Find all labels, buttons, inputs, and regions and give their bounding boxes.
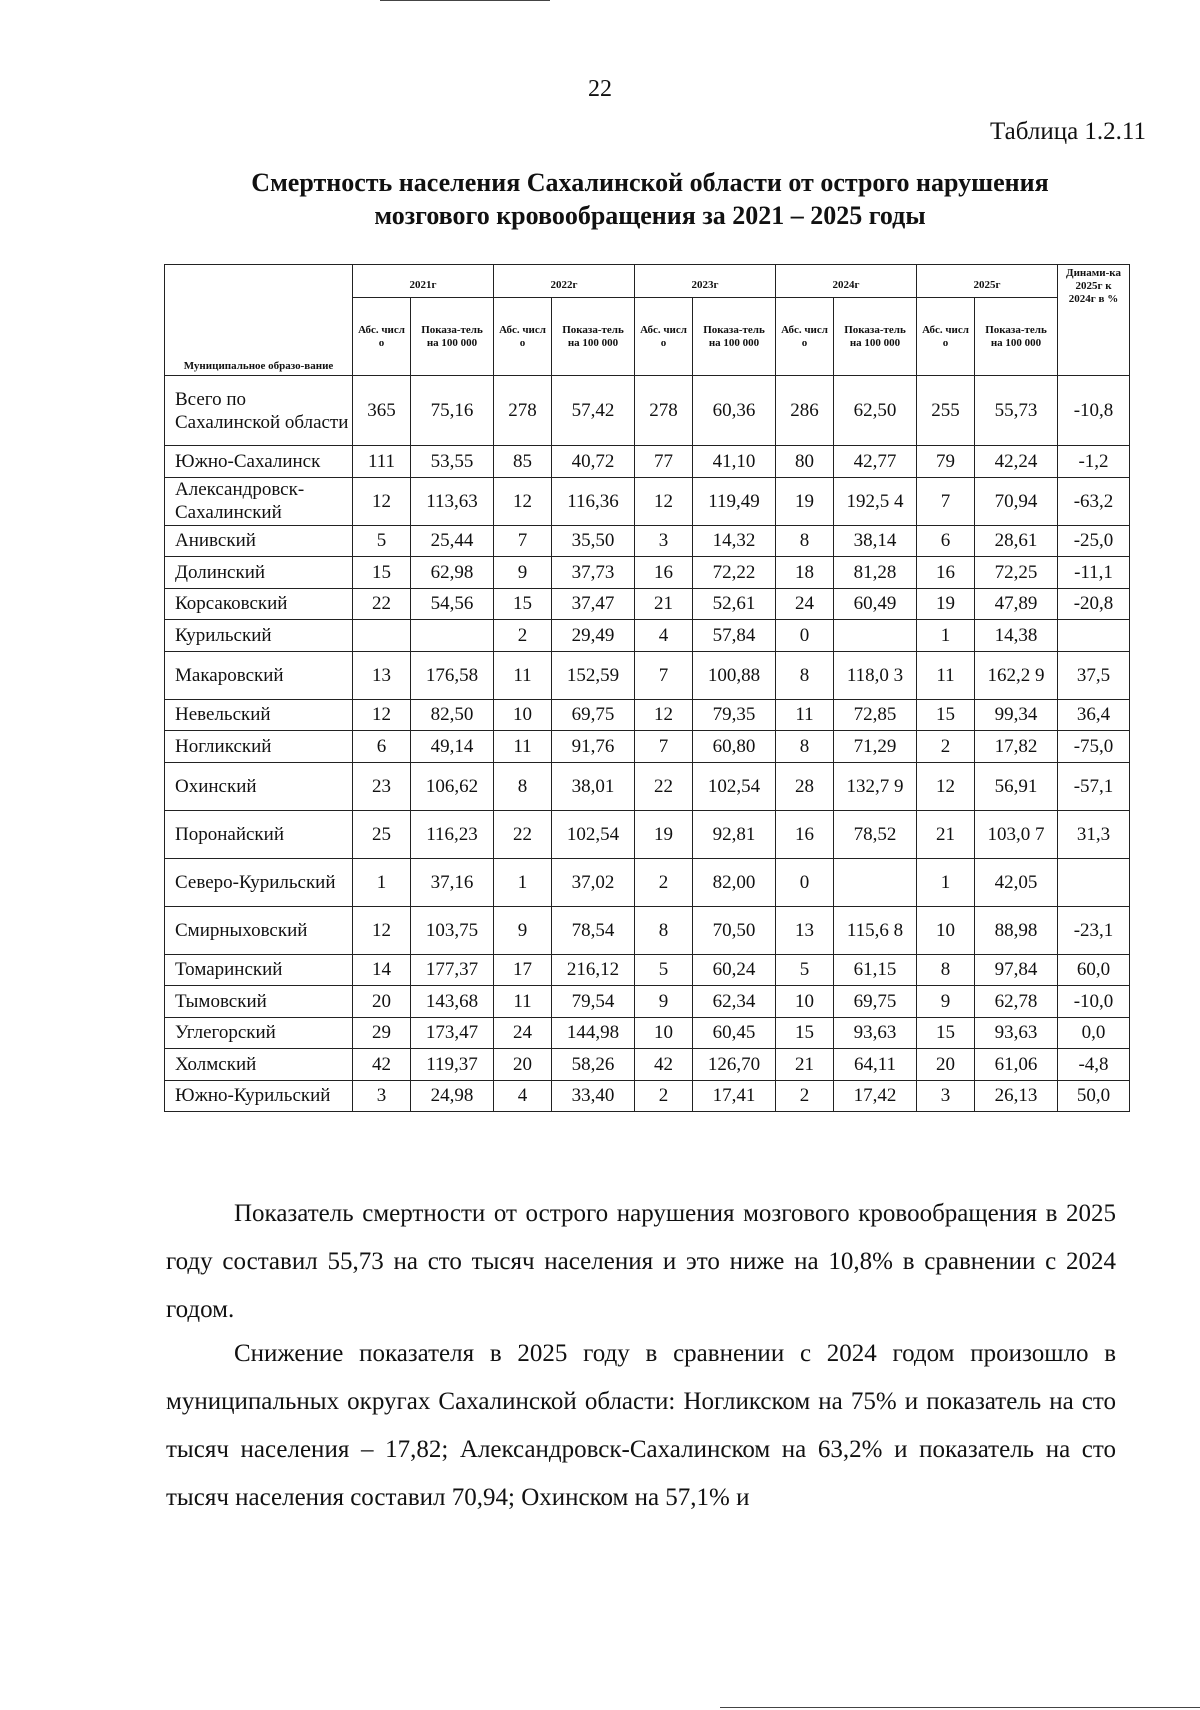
abs-value-cell: 0 <box>776 858 834 906</box>
rate-value-cell: 60,24 <box>693 954 776 986</box>
rate-value-cell: 216,12 <box>552 954 635 986</box>
rate-value-cell: 57,84 <box>693 620 776 652</box>
rate-value-cell: 26,13 <box>975 1080 1058 1112</box>
rate-value-cell: 62,78 <box>975 986 1058 1018</box>
abs-value-cell: 12 <box>635 699 693 731</box>
abs-value-cell: 15 <box>494 588 552 620</box>
dynamics-cell: 60,0 <box>1058 954 1130 986</box>
rate-value-cell: 72,85 <box>834 699 917 731</box>
abs-value-cell: 8 <box>776 731 834 763</box>
municipality-name-cell: Южно-Сахалинск <box>165 446 353 478</box>
dynamics-cell: 36,4 <box>1058 699 1130 731</box>
abs-value-cell: 2 <box>776 1080 834 1112</box>
abs-value-cell: 7 <box>635 731 693 763</box>
rate-value-cell: 79,54 <box>552 986 635 1018</box>
rate-value-cell: 29,49 <box>552 620 635 652</box>
municipality-name-cell: Углегорский <box>165 1017 353 1049</box>
rate-value-cell: 116,36 <box>552 477 635 525</box>
dynamics-cell: 0,0 <box>1058 1017 1130 1049</box>
paragraph-decrease: Снижение показателя в 2025 году в сравнении с 2024 годом произошло в муниципальных округах Сахалинской области: Ногликском на 75% и показатель на сто тысяч населения – 17,82; Александровск-Сахалинском на 63,2% и показатель на сто тысяч населения составил 70,94; Охинском на 57,1% и <box>166 1340 1116 1511</box>
table-row <box>165 954 1130 986</box>
table-row <box>165 620 1130 652</box>
rate-value-cell: 93,63 <box>834 1017 917 1049</box>
rate-value-cell: 61,15 <box>834 954 917 986</box>
abs-value-cell: 3 <box>353 1080 411 1112</box>
rate-value-cell: 64,11 <box>834 1049 917 1081</box>
header-year-2021: 2021г <box>353 265 494 298</box>
abs-value-cell: 13 <box>353 651 411 699</box>
abs-value-cell: 25 <box>353 810 411 858</box>
rate-value-cell: 99,34 <box>975 699 1058 731</box>
abs-value-cell: 14 <box>353 954 411 986</box>
abs-value-cell: 8 <box>494 762 552 810</box>
rate-value-cell: 38,01 <box>552 762 635 810</box>
dynamics-cell: 37,5 <box>1058 651 1130 699</box>
header-abs: Абс. числ о <box>353 298 411 376</box>
mortality-table <box>164 264 1130 1112</box>
header-rate: Показа-тель на 100 000 <box>552 298 635 376</box>
scan-artifact-bottom <box>720 1707 1200 1708</box>
header-year-2025: 2025г <box>917 265 1058 298</box>
table-body <box>165 376 1130 1112</box>
header-year-2024: 2024г <box>776 265 917 298</box>
dynamics-cell <box>1058 858 1130 906</box>
rate-value-cell: 24,98 <box>411 1080 494 1112</box>
municipality-name-cell: Макаровский <box>165 651 353 699</box>
abs-value-cell: 24 <box>494 1017 552 1049</box>
municipality-name-cell: Холмский <box>165 1049 353 1081</box>
table-row <box>165 588 1130 620</box>
rate-value-cell: 126,70 <box>693 1049 776 1081</box>
rate-value-cell: 47,89 <box>975 588 1058 620</box>
municipality-name-cell: Охинский <box>165 762 353 810</box>
abs-value-cell: 11 <box>494 731 552 763</box>
rate-value-cell: 37,16 <box>411 858 494 906</box>
table-row <box>165 376 1130 446</box>
rate-value-cell: 42,05 <box>975 858 1058 906</box>
abs-value-cell: 22 <box>353 588 411 620</box>
abs-value-cell: 12 <box>353 906 411 954</box>
table-row <box>165 557 1130 589</box>
rate-value-cell: 58,26 <box>552 1049 635 1081</box>
abs-value-cell: 18 <box>776 557 834 589</box>
rate-value-cell: 17,42 <box>834 1080 917 1112</box>
abs-value-cell: 10 <box>635 1017 693 1049</box>
rate-value-cell: 17,41 <box>693 1080 776 1112</box>
rate-value-cell: 92,81 <box>693 810 776 858</box>
abs-value-cell: 21 <box>776 1049 834 1081</box>
rate-value-cell: 103,0 7 <box>975 810 1058 858</box>
abs-value-cell: 8 <box>635 906 693 954</box>
rate-value-cell: 69,75 <box>552 699 635 731</box>
rate-value-cell: 60,80 <box>693 731 776 763</box>
rate-value-cell: 82,50 <box>411 699 494 731</box>
abs-value-cell: 20 <box>494 1049 552 1081</box>
abs-value-cell: 286 <box>776 376 834 446</box>
header-abs: Абс. числ о <box>494 298 552 376</box>
municipality-name-cell: Невельский <box>165 699 353 731</box>
table-row <box>165 525 1130 557</box>
rate-value-cell: 53,55 <box>411 446 494 478</box>
abs-value-cell: 4 <box>494 1080 552 1112</box>
rate-value-cell: 91,76 <box>552 731 635 763</box>
dynamics-cell: -57,1 <box>1058 762 1130 810</box>
rate-value-cell: 119,37 <box>411 1049 494 1081</box>
page-number: 22 <box>588 76 612 102</box>
rate-value-cell: 75,16 <box>411 376 494 446</box>
table-row <box>165 446 1130 478</box>
dynamics-cell: 50,0 <box>1058 1080 1130 1112</box>
rate-value-cell: 72,25 <box>975 557 1058 589</box>
abs-value-cell: 16 <box>917 557 975 589</box>
rate-value-cell: 103,75 <box>411 906 494 954</box>
rate-value-cell: 132,7 9 <box>834 762 917 810</box>
abs-value-cell: 2 <box>635 1080 693 1112</box>
abs-value-cell: 111 <box>353 446 411 478</box>
rate-value-cell: 81,28 <box>834 557 917 589</box>
header-abs: Абс. числ о <box>635 298 693 376</box>
abs-value-cell: 3 <box>917 1080 975 1112</box>
table-row <box>165 1017 1130 1049</box>
header-municipality: Муниципальное образо-вание <box>165 265 353 376</box>
rate-value-cell: 102,54 <box>693 762 776 810</box>
header-rate: Показа-тель на 100 000 <box>834 298 917 376</box>
table-row <box>165 1080 1130 1112</box>
dynamics-cell: -10,0 <box>1058 986 1130 1018</box>
rate-value-cell: 177,37 <box>411 954 494 986</box>
abs-value-cell: 2 <box>917 731 975 763</box>
rate-value-cell: 71,29 <box>834 731 917 763</box>
abs-value-cell: 15 <box>776 1017 834 1049</box>
abs-value-cell: 22 <box>635 762 693 810</box>
rate-value-cell: 60,49 <box>834 588 917 620</box>
abs-value-cell: 255 <box>917 376 975 446</box>
rate-value-cell: 118,0 3 <box>834 651 917 699</box>
rate-value-cell: 152,59 <box>552 651 635 699</box>
rate-value-cell: 82,00 <box>693 858 776 906</box>
municipality-name-cell: Анивский <box>165 525 353 557</box>
rate-value-cell: 62,98 <box>411 557 494 589</box>
header-abs: Абс. числ о <box>776 298 834 376</box>
rate-value-cell: 93,63 <box>975 1017 1058 1049</box>
table-id: Таблица 1.2.11 <box>990 118 1146 145</box>
rate-value-cell: 38,14 <box>834 525 917 557</box>
abs-value-cell: 6 <box>353 731 411 763</box>
rate-value-cell: 60,36 <box>693 376 776 446</box>
header-rate: Показа-тель на 100 000 <box>693 298 776 376</box>
rate-value-cell: 37,02 <box>552 858 635 906</box>
rate-value-cell: 35,50 <box>552 525 635 557</box>
mortality-table-container <box>164 264 1130 1112</box>
rate-value-cell: 97,84 <box>975 954 1058 986</box>
abs-value-cell: 24 <box>776 588 834 620</box>
rate-value-cell: 56,91 <box>975 762 1058 810</box>
abs-value-cell: 77 <box>635 446 693 478</box>
rate-value-cell: 60,45 <box>693 1017 776 1049</box>
rate-value-cell: 57,42 <box>552 376 635 446</box>
rate-value-cell: 78,52 <box>834 810 917 858</box>
abs-value-cell: 19 <box>776 477 834 525</box>
abs-value-cell: 16 <box>635 557 693 589</box>
rate-value-cell: 72,22 <box>693 557 776 589</box>
rate-value-cell: 52,61 <box>693 588 776 620</box>
abs-value-cell: 42 <box>353 1049 411 1081</box>
municipality-name-cell: Поронайский <box>165 810 353 858</box>
document-title <box>150 166 1150 232</box>
rate-value-cell: 192,5 4 <box>834 477 917 525</box>
table-row <box>165 699 1130 731</box>
rate-value-cell: 70,94 <box>975 477 1058 525</box>
abs-value-cell: 79 <box>917 446 975 478</box>
abs-value-cell: 365 <box>353 376 411 446</box>
header-rate: Показа-тель на 100 000 <box>411 298 494 376</box>
abs-value-cell <box>353 620 411 652</box>
abs-value-cell: 9 <box>494 906 552 954</box>
abs-value-cell: 11 <box>494 986 552 1018</box>
table-row <box>165 731 1130 763</box>
rate-value-cell: 37,73 <box>552 557 635 589</box>
rate-value-cell: 40,72 <box>552 446 635 478</box>
rate-value-cell: 37,47 <box>552 588 635 620</box>
abs-value-cell: 7 <box>494 525 552 557</box>
municipality-name-cell: Долинский <box>165 557 353 589</box>
abs-value-cell: 6 <box>917 525 975 557</box>
rate-value-cell: 14,32 <box>693 525 776 557</box>
abs-value-cell: 9 <box>494 557 552 589</box>
rate-value-cell: 69,75 <box>834 986 917 1018</box>
rate-value-cell <box>834 858 917 906</box>
rate-value-cell: 143,68 <box>411 986 494 1018</box>
table-row <box>165 762 1130 810</box>
paragraph-summary: Показатель смертности от острого нарушения мозгового кровообращения в 2025 году составил 55,73 на сто тысяч населения и это ниже на 10,8% в сравнении с 2024 годом. <box>166 1200 1116 1323</box>
rate-value-cell: 28,61 <box>975 525 1058 557</box>
abs-value-cell: 12 <box>353 699 411 731</box>
rate-value-cell: 70,50 <box>693 906 776 954</box>
municipality-name-cell: Томаринский <box>165 954 353 986</box>
table-row <box>165 986 1130 1018</box>
rate-value-cell: 176,58 <box>411 651 494 699</box>
header-rate: Показа-тель на 100 000 <box>975 298 1058 376</box>
rate-value-cell: 33,40 <box>552 1080 635 1112</box>
title-line-2: мозгового кровообращения за 2021 – 2025 годы <box>374 201 926 230</box>
abs-value-cell: 12 <box>917 762 975 810</box>
abs-value-cell: 42 <box>635 1049 693 1081</box>
rate-value-cell: 102,54 <box>552 810 635 858</box>
rate-value-cell: 14,38 <box>975 620 1058 652</box>
dynamics-cell: -20,8 <box>1058 588 1130 620</box>
abs-value-cell: 5 <box>353 525 411 557</box>
header-year-2022: 2022г <box>494 265 635 298</box>
rate-value-cell: 42,24 <box>975 446 1058 478</box>
abs-value-cell: 10 <box>776 986 834 1018</box>
abs-value-cell: 11 <box>917 651 975 699</box>
dynamics-cell: -4,8 <box>1058 1049 1130 1081</box>
abs-value-cell: 16 <box>776 810 834 858</box>
table-row <box>165 651 1130 699</box>
rate-value-cell <box>411 620 494 652</box>
rate-value-cell: 61,06 <box>975 1049 1058 1081</box>
abs-value-cell: 5 <box>776 954 834 986</box>
rate-value-cell <box>834 620 917 652</box>
abs-value-cell: 2 <box>635 858 693 906</box>
header-dynamics: Динами-ка 2025г к 2024г в % <box>1058 265 1130 376</box>
abs-value-cell: 12 <box>494 477 552 525</box>
dynamics-cell <box>1058 620 1130 652</box>
dynamics-cell: -11,1 <box>1058 557 1130 589</box>
abs-value-cell: 19 <box>917 588 975 620</box>
rate-value-cell: 144,98 <box>552 1017 635 1049</box>
header-year-2023: 2023г <box>635 265 776 298</box>
rate-value-cell: 55,73 <box>975 376 1058 446</box>
rate-value-cell: 54,56 <box>411 588 494 620</box>
municipality-name-cell: Смирныховский <box>165 906 353 954</box>
rate-value-cell: 78,54 <box>552 906 635 954</box>
abs-value-cell: 1 <box>494 858 552 906</box>
table-row <box>165 477 1130 525</box>
rate-value-cell: 41,10 <box>693 446 776 478</box>
municipality-name-cell: Александровск-Сахалинский <box>165 477 353 525</box>
rate-value-cell: 25,44 <box>411 525 494 557</box>
dynamics-cell: -25,0 <box>1058 525 1130 557</box>
abs-value-cell: 3 <box>635 525 693 557</box>
abs-value-cell: 8 <box>776 651 834 699</box>
rate-value-cell: 173,47 <box>411 1017 494 1049</box>
abs-value-cell: 21 <box>917 810 975 858</box>
abs-value-cell: 2 <box>494 620 552 652</box>
abs-value-cell: 13 <box>776 906 834 954</box>
municipality-name-cell: Южно-Курильский <box>165 1080 353 1112</box>
abs-value-cell: 11 <box>494 651 552 699</box>
table-row <box>165 1049 1130 1081</box>
rate-value-cell: 42,77 <box>834 446 917 478</box>
rate-value-cell: 106,62 <box>411 762 494 810</box>
rate-value-cell: 116,23 <box>411 810 494 858</box>
municipality-name-cell: Тымовский <box>165 986 353 1018</box>
abs-value-cell: 21 <box>635 588 693 620</box>
rate-value-cell: 17,82 <box>975 731 1058 763</box>
dynamics-cell: -23,1 <box>1058 906 1130 954</box>
header-abs: Абс. числ о <box>917 298 975 376</box>
abs-value-cell: 1 <box>353 858 411 906</box>
abs-value-cell: 12 <box>353 477 411 525</box>
abs-value-cell: 8 <box>917 954 975 986</box>
rate-value-cell: 79,35 <box>693 699 776 731</box>
abs-value-cell: 29 <box>353 1017 411 1049</box>
abs-value-cell: 278 <box>635 376 693 446</box>
abs-value-cell: 0 <box>776 620 834 652</box>
dynamics-cell: -10,8 <box>1058 376 1130 446</box>
abs-value-cell: 1 <box>917 858 975 906</box>
abs-value-cell: 278 <box>494 376 552 446</box>
abs-value-cell: 5 <box>635 954 693 986</box>
abs-value-cell: 10 <box>917 906 975 954</box>
municipality-name-cell: Ногликский <box>165 731 353 763</box>
table-row <box>165 858 1130 906</box>
rate-value-cell: 162,2 9 <box>975 651 1058 699</box>
abs-value-cell: 20 <box>917 1049 975 1081</box>
abs-value-cell: 17 <box>494 954 552 986</box>
rate-value-cell: 119,49 <box>693 477 776 525</box>
abs-value-cell: 20 <box>353 986 411 1018</box>
abs-value-cell: 15 <box>353 557 411 589</box>
dynamics-cell: -63,2 <box>1058 477 1130 525</box>
rate-value-cell: 113,63 <box>411 477 494 525</box>
dynamics-cell: -1,2 <box>1058 446 1130 478</box>
abs-value-cell: 12 <box>635 477 693 525</box>
abs-value-cell: 7 <box>917 477 975 525</box>
abs-value-cell: 8 <box>776 525 834 557</box>
abs-value-cell: 15 <box>917 699 975 731</box>
abs-value-cell: 11 <box>776 699 834 731</box>
rate-value-cell: 62,50 <box>834 376 917 446</box>
abs-value-cell: 10 <box>494 699 552 731</box>
municipality-name-cell: Северо-Курильский <box>165 858 353 906</box>
rate-value-cell: 88,98 <box>975 906 1058 954</box>
municipality-name-cell: Корсаковский <box>165 588 353 620</box>
rate-value-cell: 115,6 8 <box>834 906 917 954</box>
abs-value-cell: 85 <box>494 446 552 478</box>
scan-artifact-top <box>380 0 550 1</box>
abs-value-cell: 1 <box>917 620 975 652</box>
municipality-name-cell: Всего по Сахалинской области <box>165 376 353 446</box>
abs-value-cell: 28 <box>776 762 834 810</box>
abs-value-cell: 23 <box>353 762 411 810</box>
dynamics-cell: 31,3 <box>1058 810 1130 858</box>
rate-value-cell: 49,14 <box>411 731 494 763</box>
dynamics-cell: -75,0 <box>1058 731 1130 763</box>
rate-value-cell: 62,34 <box>693 986 776 1018</box>
rate-value-cell: 100,88 <box>693 651 776 699</box>
abs-value-cell: 80 <box>776 446 834 478</box>
abs-value-cell: 9 <box>917 986 975 1018</box>
table-row <box>165 906 1130 954</box>
abs-value-cell: 9 <box>635 986 693 1018</box>
abs-value-cell: 22 <box>494 810 552 858</box>
title-line-1: Смертность населения Сахалинской области от острого нарушения <box>251 168 1049 197</box>
abs-value-cell: 19 <box>635 810 693 858</box>
abs-value-cell: 7 <box>635 651 693 699</box>
abs-value-cell: 15 <box>917 1017 975 1049</box>
abs-value-cell: 4 <box>635 620 693 652</box>
municipality-name-cell: Курильский <box>165 620 353 652</box>
table-row <box>165 810 1130 858</box>
